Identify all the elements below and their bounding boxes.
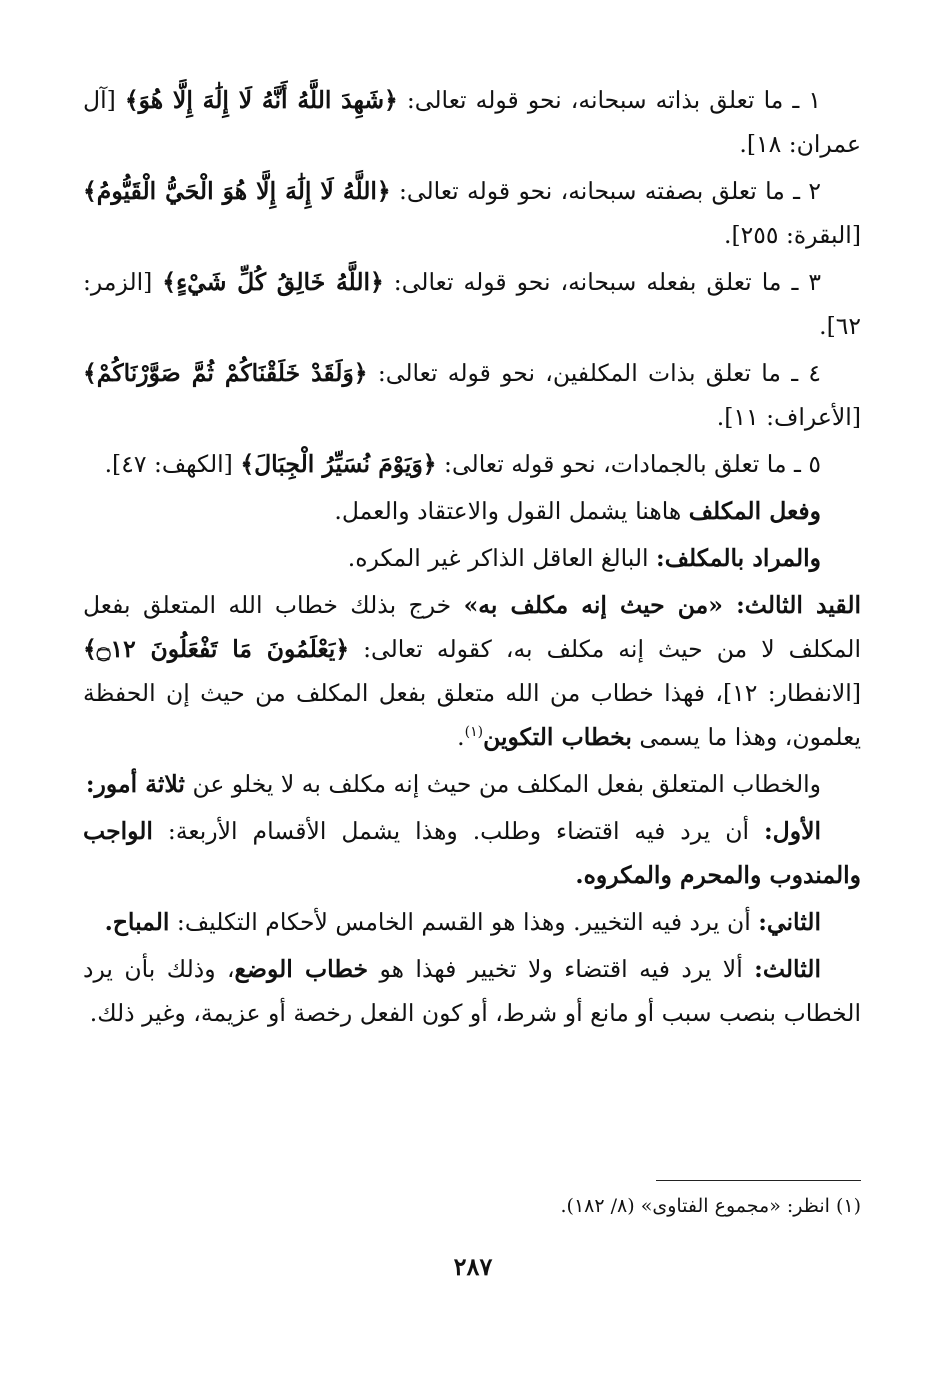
bold-term: خطاب الوضع xyxy=(234,955,369,983)
quran-verse: ﴿اللَّهُ لَا إِلَٰهَ إِلَّا هُوَ الْحَيُّ الْقَيُّومُ﴾ xyxy=(83,177,391,205)
paragraph-text: هاهنا يشمل القول والاعتقاد والعمل. xyxy=(334,497,689,525)
verse-reference: [الزمر: ٦٢]. xyxy=(83,268,861,340)
paragraph-awwal xyxy=(83,809,861,897)
paragraph-text: والخطاب المتعلق بفعل المكلف من حيث إنه مكلف به لا يخلو عن xyxy=(184,770,821,798)
footnote xyxy=(83,1190,861,1222)
item-text: ٥ ـ ما تعلق بالجمادات، نحو قوله تعالى: xyxy=(436,450,821,478)
bold-term: بخطاب التكوين xyxy=(483,723,632,751)
footnote-number: (١) xyxy=(835,1195,861,1217)
bold-term: ثلاثة أمور: xyxy=(85,770,185,798)
item-text: ٣ ـ ما تعلق بفعله سبحانه، نحو قوله تعالى: xyxy=(383,268,821,296)
list-item-3 xyxy=(83,260,861,348)
page-number: ٢٨٧ xyxy=(453,1252,493,1281)
verse-reference: [البقرة: ٢٥٥]. xyxy=(723,221,861,249)
paragraph-murad xyxy=(83,536,861,580)
item-text: ٤ ـ ما تعلق بذات المكلفين، نحو قوله تعالى: xyxy=(367,359,821,387)
main-text xyxy=(83,78,861,1038)
bold-term: والمراد بالمكلف: xyxy=(656,544,821,572)
verse-reference: [آل عمران: ١٨]. xyxy=(83,86,861,158)
bold-quote: «من حيث إنه مكلف به» xyxy=(463,591,737,619)
paragraph-thalith xyxy=(83,947,861,1035)
verse-reference: [الأعراف: ١١]. xyxy=(716,403,861,431)
quran-verse: ﴿يَعْلَمُونَ مَا تَفْعَلُونَ ۝١٢﴾ xyxy=(83,635,350,663)
bold-term: القيد الثالث: xyxy=(736,591,862,619)
list-item-5 xyxy=(83,442,861,486)
paragraph-fil-mukallaf xyxy=(83,489,861,533)
item-text: ٢ ـ ما تعلق بصفته سبحانه، نحو قوله تعالى: xyxy=(390,177,821,205)
verse-reference: [الكهف: ٤٧]. xyxy=(104,450,241,478)
list-item-4 xyxy=(83,351,861,439)
quran-verse: ﴿اللَّهُ خَالِقُ كُلِّ شَيْءٍ﴾ xyxy=(162,268,384,296)
paragraph-text: ألا يرد فيه اقتضاء ولا تخيير فهذا هو xyxy=(368,955,755,983)
paragraph-text: ، وذلك بأن يرد الخطاب بنصب سبب أو مانع أو شرط، أو كون الفعل رخصة أو عزيمة، وغير ذلك. xyxy=(83,955,861,1027)
paragraph-thani xyxy=(83,900,861,944)
paragraph-qayd-thalith xyxy=(83,583,861,759)
footnote-marker: (١) xyxy=(464,724,484,741)
paragraph-text: [الانفطار: ١٢]، فهذا خطاب من الله متعلق بفعل المكلف من حيث إن الحفظة يعلمون، وهذا ما يسمى xyxy=(83,679,861,751)
paragraph-text: أن يرد فيه التخيير. وهذا هو القسم الخامس لأحكام التكليف: xyxy=(169,908,759,936)
list-item-2 xyxy=(83,169,861,257)
bold-term: الثاني: xyxy=(758,908,821,936)
paragraph-khitab xyxy=(83,762,861,806)
bold-term: وفعل المكلف xyxy=(688,497,821,525)
bold-term: الواجب والمندوب والمحرم والمكروه. xyxy=(83,817,861,889)
punctuation: . xyxy=(457,723,465,751)
bold-term: الثالث: xyxy=(754,955,821,983)
paragraph-text: البالغ العاقل الذاكر غير المكره. xyxy=(347,544,657,572)
bold-term: المباح. xyxy=(104,908,170,936)
quran-verse: ﴿شَهِدَ اللَّهُ أَنَّهُ لَا إِلَٰهَ إِلَّا هُوَ﴾ xyxy=(124,86,398,114)
quran-verse: ﴿وَيَوْمَ نُسَيِّرُ الْجِبَالَ﴾ xyxy=(240,450,437,478)
footnote-text: انظر: «مجموع الفتاوى» (٨/ ١٨٢). xyxy=(560,1195,836,1217)
bold-term: الأول: xyxy=(763,817,821,845)
paragraph-text: خرج بذلك خطاب الله المتعلق بفعل المكلف لا من حيث إنه مكلف به، كقوله تعالى: xyxy=(83,591,861,663)
item-text: ١ ـ ما تعلق بذاته سبحانه، نحو قوله تعالى: xyxy=(397,86,821,114)
list-item-1 xyxy=(83,78,861,166)
footnote-divider xyxy=(656,1180,861,1181)
paragraph-text: أن يرد فيه اقتضاء وطلب. وهذا يشمل الأقسام الأربعة: xyxy=(152,817,764,845)
quran-verse: ﴿وَلَقَدْ خَلَقْنَاكُمْ ثُمَّ صَوَّرْنَاكُمْ﴾ xyxy=(83,359,368,387)
